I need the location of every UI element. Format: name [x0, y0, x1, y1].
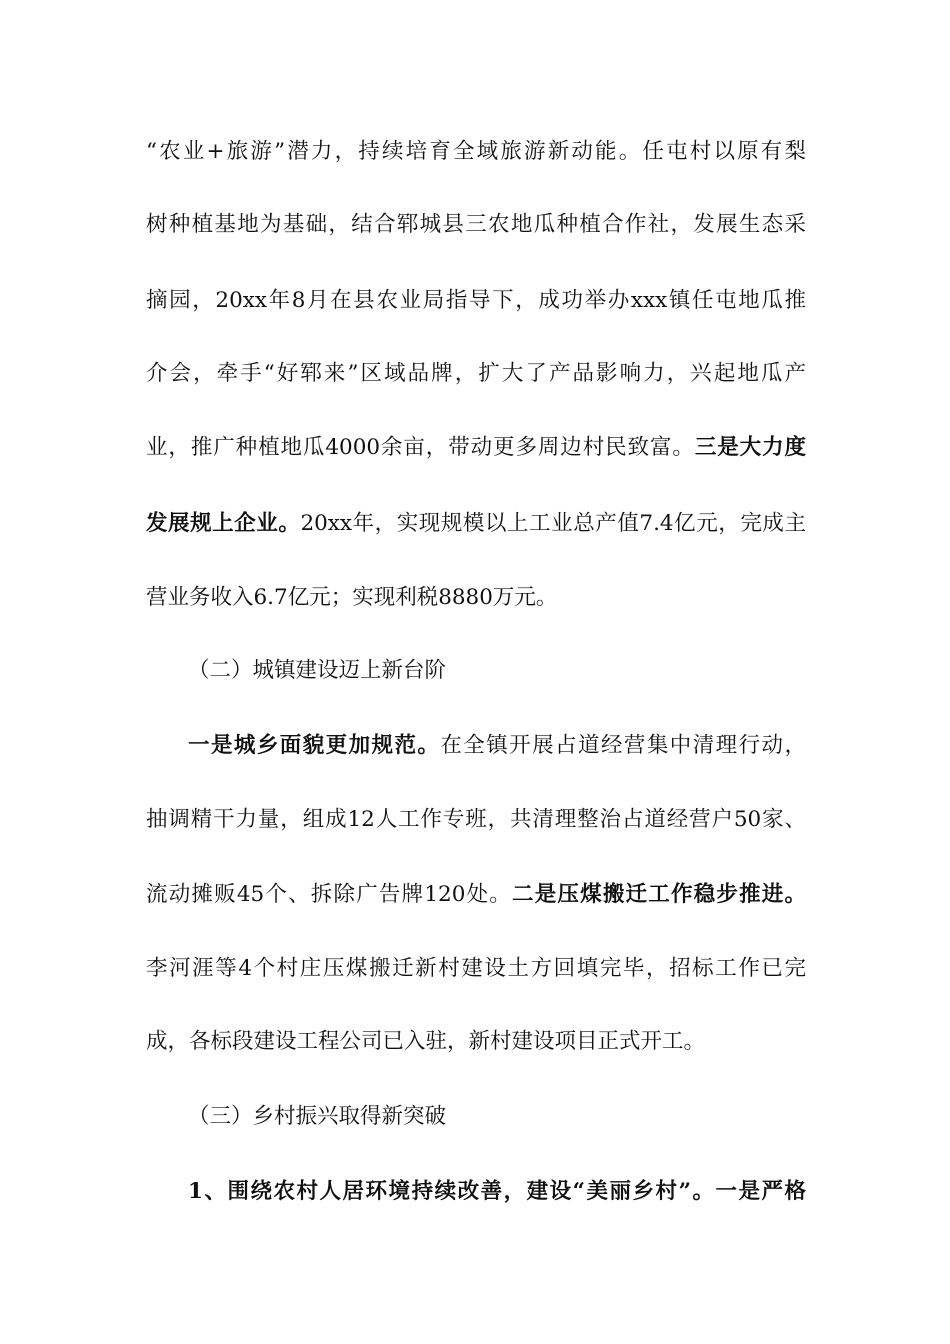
paragraph-line: “农业+旅游”潜力，持续培育全域旅游新动能。任屯村以原有梨	[146, 139, 806, 164]
bold-lead-phrase: 1、围绕农村人居环境持续改善，建设“美丽乡村”。一是严格	[188, 1179, 806, 1204]
paragraph-line: 营业务收入6.7亿元；实现利税8880万元。	[146, 585, 558, 610]
text-run: 20xx年，实现规模以上工业总产值7.4亿元，完成主	[300, 511, 806, 536]
text-run: 业，推广种植地瓜4000余亩，带动更多周边村民致富。	[146, 435, 695, 460]
paragraph-line	[146, 509, 806, 539]
section-heading: （三）乡村振兴取得新突破	[188, 1104, 447, 1129]
paragraph-line	[188, 731, 806, 761]
paragraph-line	[146, 433, 806, 463]
paragraph-line: 成，各标段建设工程公司已入驻，新村建设项目正式开工。	[146, 1029, 706, 1054]
paragraph-line: 抽调精干力量，组成12人工作专班，共清理整治占道经营户50家、	[146, 807, 806, 832]
bold-lead-phrase: 一是城乡面貌更加规范。	[188, 733, 441, 758]
bold-lead-phrase: 二是压煤搬迁工作稳步推进。	[512, 882, 806, 907]
paragraph-line	[146, 880, 806, 910]
paragraph-line: 介会，牵手“好郓来”区域品牌，扩大了产品影响力，兴起地瓜产	[146, 361, 806, 386]
text-run: 在全镇开展占道经营集中清理行动，	[440, 733, 806, 758]
paragraph-line	[188, 1177, 806, 1207]
paragraph-line: 树种植基地为基础，结合郓城县三农地瓜种植合作社，发展生态采	[146, 212, 806, 237]
paragraph-line: 李河涯等4个村庄压煤搬迁新村建设土方回填完毕，招标工作已完	[146, 956, 806, 981]
text-run: 流动摊贩45个、拆除广告牌120处。	[146, 882, 512, 907]
section-heading: （二）城镇建设迈上新台阶	[188, 658, 447, 683]
bold-lead-phrase: 发展规上企业。	[146, 511, 301, 536]
paragraph-line: 摘园，20xx年8月在县农业局指导下，成功举办xxx镇任屯地瓜推	[146, 288, 806, 313]
bold-lead-phrase: 三是大力度	[694, 435, 806, 460]
